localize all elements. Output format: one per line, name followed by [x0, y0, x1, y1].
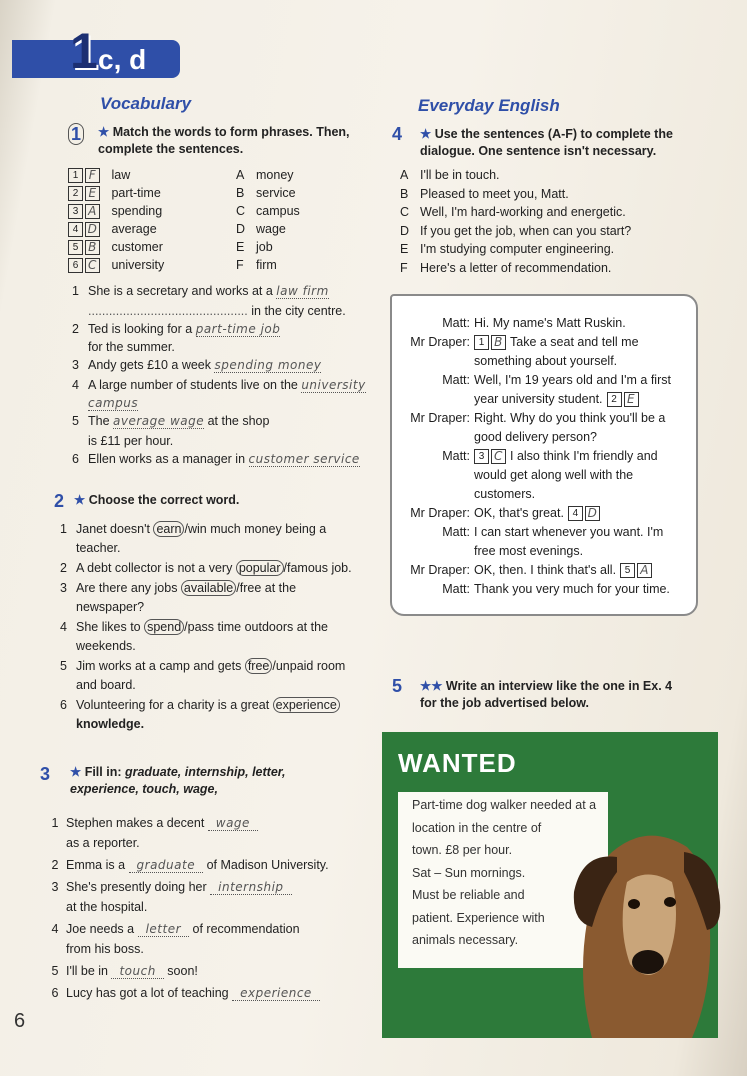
chosen-word: earn [153, 521, 184, 537]
match-left-item [68, 166, 130, 185]
item-text: I'll be in [66, 964, 112, 978]
option-letter: E [236, 240, 245, 254]
item-text: Volunteering for a charity is a great [76, 698, 273, 712]
match-word: customer [108, 240, 163, 254]
answer-box: C [85, 258, 100, 273]
item-number: 2 [60, 561, 67, 575]
advert-line: Sat – Sun mornings. [412, 865, 526, 880]
answer-box: B [85, 240, 100, 255]
handwritten-answer: letter [138, 922, 189, 937]
advert-line: town. £8 per hour. [412, 843, 513, 857]
match-right-item [236, 238, 273, 257]
word-option: /win [184, 522, 207, 536]
handwritten-answer: wage [208, 816, 258, 831]
option-letter: D [400, 223, 410, 238]
gap-number-box: 3 [474, 449, 489, 464]
star-icon: ★ [70, 765, 85, 779]
dialogue-line [474, 333, 639, 352]
gap-number-box: 2 [607, 392, 622, 407]
speaker-label: Matt: [442, 449, 470, 463]
sentence-continuation [88, 394, 138, 413]
gap-number-box: 5 [620, 563, 635, 578]
speaker-label: Mr Draper: [410, 335, 470, 349]
fill-item [44, 984, 320, 1003]
match-left-item [68, 202, 162, 221]
match-right-item [236, 256, 277, 275]
option-letter: E [400, 242, 409, 256]
dialogue-line [474, 352, 617, 371]
match-right-item [236, 184, 296, 203]
unit-number: 1 [70, 23, 95, 79]
fill-item [44, 962, 198, 981]
match-word: average [108, 222, 157, 236]
item-text: job. [327, 561, 352, 575]
choice-item [60, 520, 326, 539]
item-number: 6 [72, 452, 79, 466]
sentence-continuation [88, 432, 173, 451]
option-word: firm [256, 258, 277, 272]
sentence-text: The [88, 414, 114, 428]
sentence-text: She is a secretary and works at a [88, 284, 277, 298]
option-letter: D [236, 222, 246, 236]
dialogue-line [474, 580, 670, 599]
handwritten-answer: law firm [276, 284, 329, 298]
word-option: /unpaid [272, 659, 314, 673]
sentence-text: at the shop [204, 414, 270, 428]
page-number: 6 [14, 1010, 26, 1032]
item-text: at the [261, 581, 297, 595]
item-number-box: 5 [68, 240, 83, 255]
advert-line: Must be reliable and [412, 888, 525, 902]
chosen-word: available [181, 580, 236, 596]
item-number: 3 [72, 358, 79, 372]
line-text: customers. [474, 487, 536, 501]
answer-box: D [85, 222, 100, 237]
match-left-item [68, 256, 164, 275]
item-number: 6 [51, 986, 59, 1000]
answer-box: E [85, 186, 100, 201]
speaker-label: Matt: [442, 316, 470, 330]
dialogue-line [474, 504, 602, 523]
item-number-box: 6 [68, 258, 83, 273]
item-number: 3 [51, 880, 59, 894]
item-number: 2 [51, 858, 59, 872]
handwritten-answer: campus [88, 396, 139, 410]
speaker-label: Mr Draper: [410, 506, 470, 520]
sentence-continuation [88, 302, 346, 321]
item-text: soon! [163, 964, 198, 978]
gap-answer-box: A [637, 563, 652, 578]
dialogue-option [400, 259, 611, 278]
dialogue-box [390, 294, 698, 616]
advert-title: WANTED [398, 748, 517, 778]
choice-item [60, 696, 340, 715]
item-continuation: from his boss. [66, 942, 144, 956]
dialogue-line [474, 523, 663, 542]
unit-letters: c, d [98, 44, 147, 75]
option-word: job [256, 240, 273, 254]
advert-line: animals necessary. [412, 933, 519, 947]
speaker-label: Mr Draper: [410, 563, 470, 577]
item-text: She's presently doing her [66, 880, 211, 894]
dialogue-option [400, 222, 631, 241]
ex2-number: 2 [54, 491, 65, 511]
item-number: 1 [60, 522, 67, 536]
match-right-item [236, 202, 300, 221]
line-text: would get along well with the [474, 468, 634, 482]
handwritten-answer: spending money [214, 358, 322, 372]
sentence-text: A large number of students live on the [88, 378, 302, 392]
option-text: If you get the job, when can you start? [420, 223, 632, 238]
option-word: money [256, 168, 294, 182]
chosen-word: experience [273, 697, 340, 713]
line-text: something about yourself. [474, 354, 618, 368]
dialogue-line [474, 428, 597, 447]
gap-answer-box: E [624, 392, 639, 407]
line-text: OK, that's great. [474, 506, 564, 520]
handwritten-answer: graduate [129, 858, 204, 873]
option-text: I'm studying computer engineering. [420, 242, 615, 256]
item-number: 4 [60, 620, 67, 634]
handwritten-answer: touch [111, 964, 163, 979]
item-number: 4 [72, 378, 79, 392]
line-text: good delivery person? [474, 430, 597, 444]
item-number: 1 [72, 284, 79, 298]
star-icon: ★★ [420, 679, 446, 693]
ex1-number: 1 [68, 124, 84, 145]
item-number-box: 1 [68, 168, 83, 183]
sentence-text: Ellen works as a manager in [88, 452, 249, 466]
match-word: university [108, 258, 165, 272]
fill-item [44, 814, 258, 833]
item-text: time outdoors at the [214, 620, 328, 634]
option-letter: F [400, 260, 408, 275]
ex4-instruction: ★ Use the sentences (A-F) to complete the dialogue. One sentence isn't necessary. [420, 127, 673, 158]
advert-line: patient. Experience with [412, 910, 545, 925]
handwritten-answer: university [301, 378, 366, 392]
line-text: Well, I'm 19 years old and I'm a first [474, 373, 671, 387]
item-text: of recommendation [189, 922, 300, 936]
everyday-title: Everyday English [418, 96, 560, 115]
item-continuation: newspaper? [76, 600, 145, 614]
sentence-item [72, 450, 360, 469]
sentence-text: Ted is looking for a [88, 322, 196, 336]
option-letter: B [400, 186, 409, 201]
item-text: room [313, 659, 346, 673]
answer-box: A [85, 204, 100, 219]
fill-item [44, 878, 292, 897]
speaker-label: Matt: [442, 525, 470, 539]
match-left-item [68, 220, 157, 239]
option-text: Pleased to meet you, Matt. [420, 186, 569, 201]
match-right-item [236, 220, 286, 239]
dog-photo-icon [572, 812, 722, 1038]
ex1-instruction: ★ Match the words to form phrases. Then, complete the sentences. [98, 125, 350, 156]
sentence-item [72, 412, 269, 431]
option-text: Here's a letter of recommendation. [420, 260, 612, 275]
ex3-instruction: ★ Fill in: graduate, internship, letter, experience, touch, wage, [70, 765, 286, 796]
job-advert [382, 732, 718, 1038]
line-text: I can start whenever you want. I'm [474, 525, 664, 539]
advert-line: Part-time dog walker needed at a [412, 798, 597, 812]
sentence-text: in the city centre. [247, 304, 346, 318]
item-number: 5 [72, 414, 79, 428]
word-option: /free [236, 581, 262, 595]
star-icon: ★ [74, 493, 89, 507]
item-text: A debt collector is not a very [76, 561, 236, 575]
dialogue-line [474, 447, 658, 466]
chosen-word: free [245, 658, 273, 674]
option-letter: C [236, 204, 246, 218]
line-text: year university student. [474, 392, 603, 406]
word-option: /famous [283, 561, 328, 575]
gap-number-box: 4 [568, 506, 583, 521]
vocabulary-title: Vocabulary [100, 94, 192, 113]
line-text: I also think I'm friendly and [510, 449, 658, 463]
ex5-instruction: ★★ Write an interview like the one in Ex. 4 for the job advertised below. [420, 679, 673, 710]
gap-answer-box: C [491, 449, 506, 464]
dialogue-line [474, 542, 583, 561]
choice-item [60, 618, 328, 637]
dialogue-option [400, 185, 569, 204]
sentence-continuation [88, 338, 175, 357]
ex3-number: 3 [40, 764, 51, 784]
item-continuation: knowledge. [76, 717, 145, 731]
ex5-number: 5 [392, 676, 403, 696]
item-text: Stephen makes a decent [66, 816, 208, 830]
handwritten-answer: part-time job [195, 322, 281, 336]
item-text: Emma is a [66, 858, 129, 872]
line-text: Hi. My name's Matt Ruskin. [474, 316, 626, 330]
option-word: wage [256, 222, 286, 236]
choice-item [60, 657, 345, 676]
option-letter: A [400, 168, 409, 182]
unit-tab [12, 40, 180, 78]
word-option: /pass [184, 620, 215, 634]
match-word: part-time [108, 186, 161, 200]
option-word: campus [256, 204, 300, 218]
item-number: 4 [51, 922, 59, 936]
speaker-label: Mr Draper: [410, 411, 470, 425]
item-number-box: 4 [68, 222, 83, 237]
fill-item [44, 920, 300, 939]
fill-item [44, 856, 329, 875]
dialogue-line [474, 409, 665, 428]
dialogue-line [474, 485, 535, 504]
line-text: free most evenings. [474, 544, 584, 558]
item-continuation: weekends. [76, 639, 136, 653]
item-continuation: and board. [76, 678, 136, 692]
item-continuation: as a reporter. [66, 836, 140, 850]
sentence-item [72, 376, 366, 395]
option-word: service [256, 186, 296, 200]
line-text: Take a seat and tell me [510, 335, 639, 349]
match-left-item [68, 238, 163, 257]
item-number: 1 [51, 816, 59, 830]
speaker-label: Matt: [442, 582, 470, 596]
item-text: much money being a [206, 522, 327, 536]
choice-item [60, 559, 352, 578]
gap-answer-box: D [585, 506, 600, 521]
option-letter: F [236, 258, 244, 272]
sentence-text: Andy gets £10 a week [88, 358, 215, 372]
star-icon: ★ [420, 127, 435, 141]
chosen-word: popular [236, 560, 284, 576]
dialogue-line [474, 371, 671, 390]
option-text: I'll be in touch. [420, 168, 500, 182]
item-number: 5 [51, 964, 59, 978]
dialogue-option [400, 166, 500, 185]
dialogue-line [474, 561, 654, 580]
dialogue-option [400, 203, 626, 222]
match-right-item [236, 166, 294, 185]
dialogue-option [400, 240, 614, 259]
handwritten-answer: customer service [248, 452, 360, 466]
item-continuation: teacher. [76, 541, 121, 555]
handwritten-answer: average wage [113, 414, 205, 428]
dialogue-line [474, 466, 633, 485]
ex2-instruction: ★ Choose the correct word. [74, 493, 240, 507]
item-text: of Madison University. [203, 858, 329, 872]
star-icon: ★ [98, 125, 113, 139]
handwritten-answer: internship [210, 880, 291, 895]
advert-line: location in the centre of [412, 820, 542, 835]
chosen-word: spend [144, 619, 184, 635]
sentence-text: for the summer. [88, 340, 175, 354]
gap-number-box: 1 [474, 335, 489, 350]
line-text: Right. Why do you think you'll be a [474, 411, 666, 425]
option-letter: B [236, 186, 245, 200]
line-text: OK, then. I think that's all. [474, 563, 617, 577]
item-number: 5 [60, 659, 67, 673]
item-number: 3 [60, 581, 67, 595]
item-text: Lucy has got a lot of teaching [66, 986, 233, 1000]
sentence-text: is £11 per hour. [88, 434, 174, 448]
dotted-line: .............................................. [88, 304, 248, 318]
option-letter: C [400, 205, 410, 219]
line-text: Thank you very much for your time. [474, 582, 670, 596]
match-word: law [108, 168, 131, 182]
sentence-item [72, 282, 329, 301]
item-text: Joe needs a [66, 922, 138, 936]
item-text: Are there any jobs [76, 581, 181, 595]
ex4-number: 4 [392, 124, 403, 144]
item-number: 2 [72, 322, 79, 336]
gap-answer-box: B [491, 335, 506, 350]
speaker-label: Matt: [442, 373, 470, 387]
item-continuation: at the hospital. [66, 900, 148, 914]
item-number: 6 [60, 698, 67, 712]
match-word: spending [108, 204, 163, 218]
match-left-item [68, 184, 161, 203]
item-text: Jim works at a camp and gets [76, 659, 245, 673]
option-text: Well, I'm hard-working and energetic. [420, 205, 626, 219]
item-text: Janet doesn't [76, 522, 154, 536]
answer-box: F [85, 168, 100, 183]
dialogue-line [474, 390, 641, 409]
sentence-item [72, 356, 321, 375]
item-number-box: 3 [68, 204, 83, 219]
item-number-box: 2 [68, 186, 83, 201]
handwritten-answer: experience [232, 986, 320, 1001]
choice-item [60, 579, 296, 598]
dialogue-line [474, 314, 626, 333]
sentence-item [72, 320, 280, 339]
item-text: She likes to [76, 620, 145, 634]
option-letter: A [236, 168, 245, 182]
